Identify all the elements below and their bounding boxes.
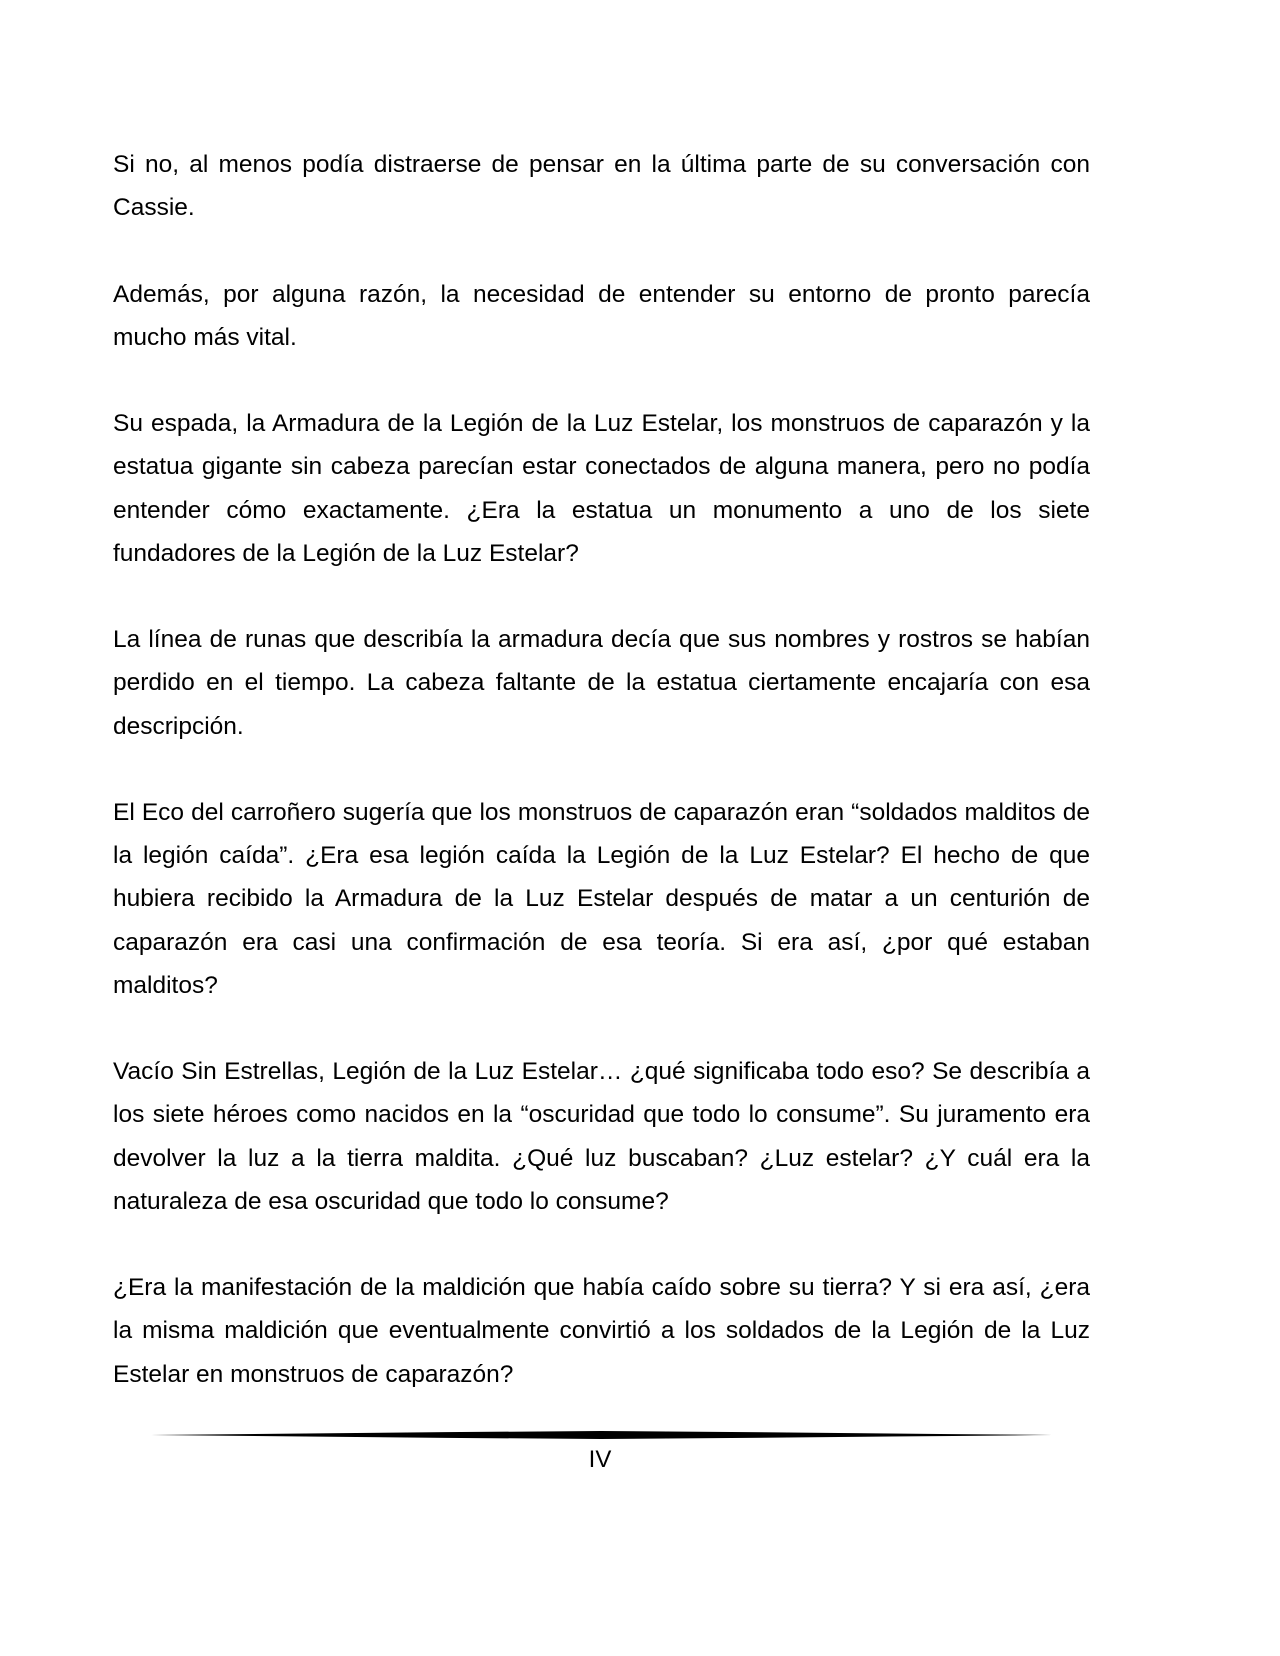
paragraph-6: Vacío Sin Estrellas, Legión de la Luz Estelar… ¿qué significaba todo eso? Se describía a los siete héroes como nacidos en la “oscuridad que todo lo consume”. Su juramento era devolver la luz a la tierra maldita. ¿Qué luz buscaban? ¿Luz estelar? ¿Y cuál era la naturaleza de esa oscuridad que todo lo consume?: [113, 1058, 1090, 1215]
body-text: [113, 143, 1090, 1396]
divider-swash: [151, 1431, 1052, 1439]
paragraph-7: ¿Era la manifestación de la maldición que había caído sobre su tierra? Y si era así, ¿era la misma maldición que eventualmente convirtió a los soldados de la Legión de la Luz Estelar en monstruos de caparazón?: [113, 1274, 1090, 1388]
paragraph-3: Su espada, la Armadura de la Legión de la Luz Estelar, los monstruos de caparazón y la estatua gigante sin cabeza parecían estar conectados de alguna manera, pero no podía entender cómo exactamente. ¿Era la estatua un monumento a uno de los siete fundadores de la Legión de la Luz Estelar?: [113, 410, 1090, 567]
paragraph-4: La línea de runas que describía la armadura decía que sus nombres y rostros se habían perdido en el tiempo. La cabeza faltante de la estatua ciertamente encajaría con esa descripción.: [113, 626, 1090, 740]
paragraph-2: Además, por alguna razón, la necesidad de entender su entorno de pronto parecía mucho más vital.: [113, 280, 1090, 351]
paragraph-5: El Eco del carroñero sugería que los monstruos de caparazón eran “soldados malditos de la legión caída”. ¿Era esa legión caída la Legión de la Luz Estelar? El hecho de que hubiera recibido la Armadura de la Luz Estelar después de matar a un centurión de caparazón era casi una confirmación de esa teoría. Si era así, ¿por qué estaban malditos?: [113, 798, 1090, 999]
page-number: IV: [588, 1446, 612, 1473]
paragraph-1: Si no, al menos podía distraerse de pensar en la última parte de su conversación con Cassie.: [113, 151, 1090, 222]
page-divider: [151, 1428, 1052, 1442]
